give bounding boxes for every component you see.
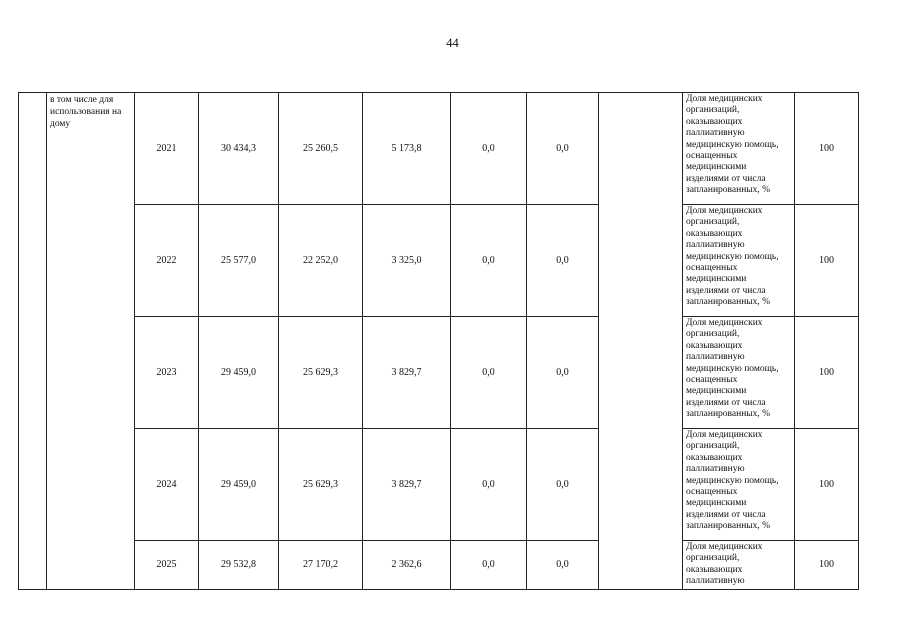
indicator-cell xyxy=(683,541,795,590)
other-sources-cell: 0,0 xyxy=(527,429,599,541)
section-label: в том числе для использования на дому xyxy=(47,93,135,590)
local-budget-cell: 0,0 xyxy=(451,541,527,590)
indicator-text: Доля медицинских организаций, оказывающих паллиативную медицинскую помощь, оснащенных медицинскими изделиями от числа запланированных, % xyxy=(686,430,779,532)
federal-budget-cell: 25 629,3 xyxy=(279,429,363,541)
federal-budget-cell: 27 170,2 xyxy=(279,541,363,590)
total-cell: 29 459,0 xyxy=(199,317,279,429)
federal-budget-cell: 25 629,3 xyxy=(279,317,363,429)
other-sources-cell: 0,0 xyxy=(527,317,599,429)
blank-column-cell xyxy=(599,317,683,429)
table-row xyxy=(19,205,859,317)
blank-column-cell xyxy=(599,541,683,590)
blank-column-cell xyxy=(599,205,683,317)
regional-budget-cell: 2 362,6 xyxy=(363,541,451,590)
table-row xyxy=(19,541,859,590)
year-cell: 2025 xyxy=(135,541,199,590)
indicator-cell xyxy=(683,317,795,429)
total-cell: 30 434,3 xyxy=(199,93,279,205)
table-row xyxy=(19,429,859,541)
other-sources-cell: 0,0 xyxy=(527,93,599,205)
year-cell: 2023 xyxy=(135,317,199,429)
local-budget-cell: 0,0 xyxy=(451,93,527,205)
target-value-cell: 100 xyxy=(795,93,859,205)
total-cell: 25 577,0 xyxy=(199,205,279,317)
regional-budget-cell: 3 829,7 xyxy=(363,317,451,429)
federal-budget-cell: 25 260,5 xyxy=(279,93,363,205)
federal-budget-cell: 22 252,0 xyxy=(279,205,363,317)
target-value-cell: 100 xyxy=(795,205,859,317)
year-cell: 2021 xyxy=(135,93,199,205)
local-budget-cell: 0,0 xyxy=(451,317,527,429)
table-row xyxy=(19,317,859,429)
indicator-text: Доля медицинских организаций, оказывающих паллиативную xyxy=(686,542,763,587)
indicator-text: Доля медицинских организаций, оказывающих паллиативную медицинскую помощь, оснащенных медицинскими изделиями от числа запланированных, % xyxy=(686,206,779,308)
program-table xyxy=(18,92,859,590)
target-value-cell: 100 xyxy=(795,429,859,541)
indicator-cell xyxy=(683,429,795,541)
blank-column-cell xyxy=(599,93,683,205)
indicator-text: Доля медицинских организаций, оказывающих паллиативную медицинскую помощь, оснащенных медицинскими изделиями от числа запланированных, % xyxy=(686,94,779,196)
year-cell: 2022 xyxy=(135,205,199,317)
blank-first-column xyxy=(19,93,47,590)
local-budget-cell: 0,0 xyxy=(451,429,527,541)
other-sources-cell: 0,0 xyxy=(527,205,599,317)
target-value-cell: 100 xyxy=(795,541,859,590)
year-cell: 2024 xyxy=(135,429,199,541)
page-number: 44 xyxy=(446,36,459,50)
total-cell: 29 532,8 xyxy=(199,541,279,590)
indicator-cell xyxy=(683,93,795,205)
local-budget-cell: 0,0 xyxy=(451,205,527,317)
regional-budget-cell: 5 173,8 xyxy=(363,93,451,205)
regional-budget-cell: 3 325,0 xyxy=(363,205,451,317)
table-row xyxy=(19,93,859,205)
indicator-text: Доля медицинских организаций, оказывающих паллиативную медицинскую помощь, оснащенных медицинскими изделиями от числа запланированных, % xyxy=(686,318,779,420)
regional-budget-cell: 3 829,7 xyxy=(363,429,451,541)
other-sources-cell: 0,0 xyxy=(527,541,599,590)
target-value-cell: 100 xyxy=(795,317,859,429)
indicator-cell xyxy=(683,205,795,317)
blank-column-cell xyxy=(599,429,683,541)
total-cell: 29 459,0 xyxy=(199,429,279,541)
